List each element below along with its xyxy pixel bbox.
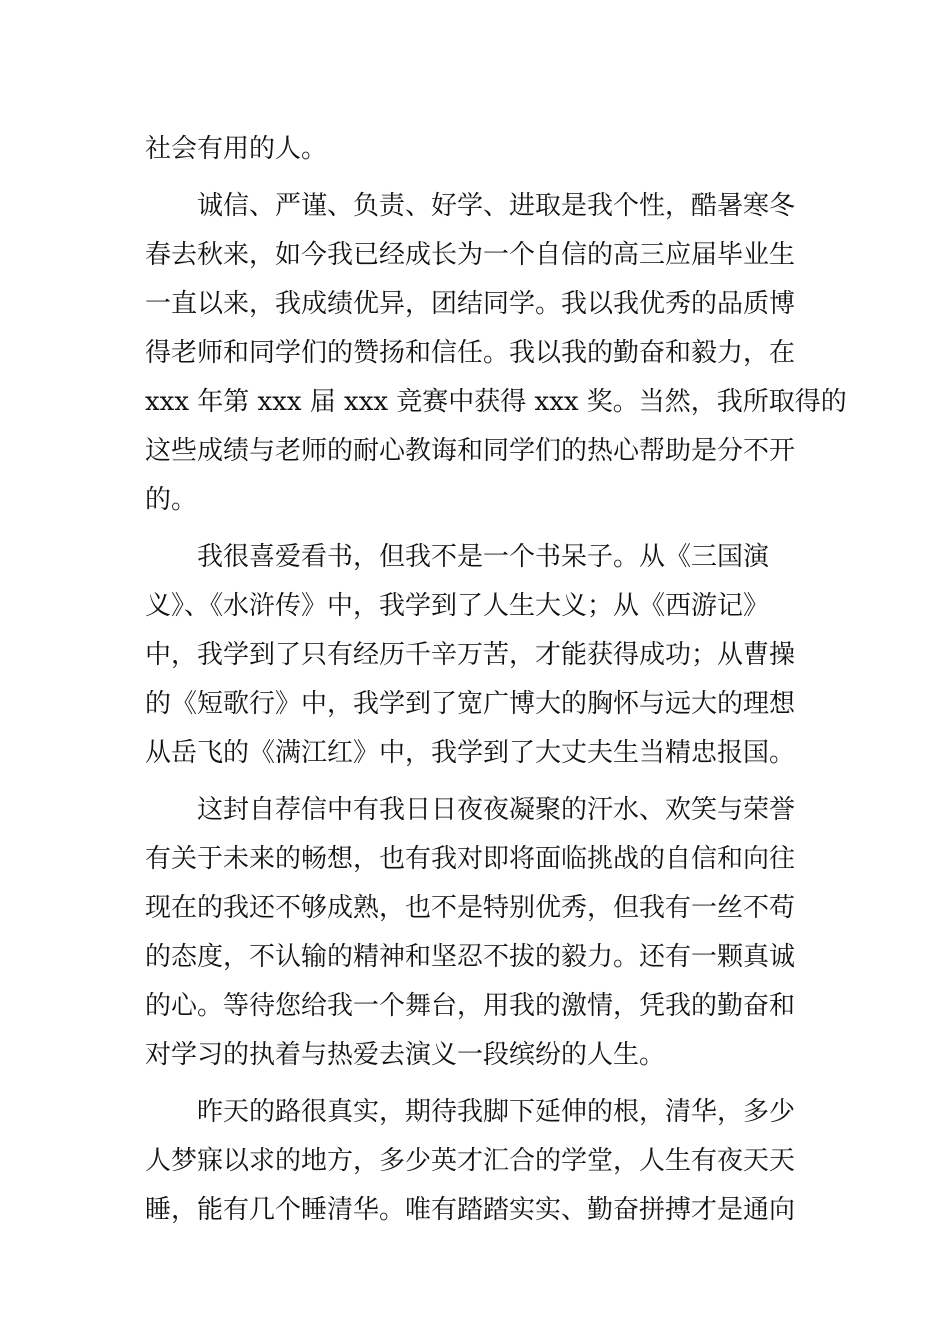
text-line: 得老师和同学们的赞扬和信任。我以我的勤奋和毅力，在: [145, 338, 796, 368]
paragraph-2: [145, 182, 847, 525]
text-line: 我很喜爱看书，但我不是一个书呆子。从《三国演: [145, 542, 770, 572]
text-line: 从岳飞的《满江红》中，我学到了大丈夫生当精忠报国。: [145, 738, 796, 768]
text-line: 睡，能有几个睡清华。唯有踏踏实实、勤奋拼搏才是通向: [145, 1195, 796, 1225]
paragraph-1: [145, 125, 810, 174]
text-line: 的《短歌行》中，我学到了宽广博大的胸怀与远大的理想: [145, 689, 796, 719]
text-line: 人梦寐以求的地方，多少英才汇合的学堂，人生有夜天天: [145, 1146, 796, 1176]
text-line: 中，我学到了只有经历千辛万苦，才能获得成功；从曹操: [145, 640, 796, 670]
text-line: 这些成绩与老师的耐心教诲和同学们的热心帮助是分不开: [145, 436, 796, 466]
text-line: 有关于未来的畅想，也有我对即将面临挑战的自信和向往: [145, 844, 796, 874]
text-line: 春去秋来，如今我已经成长为一个自信的高三应届毕业生: [145, 240, 796, 270]
text-line: 昨天的路很真实，期待我脚下延伸的根，清华，多少: [145, 1097, 796, 1127]
text-line: 现在的我还不够成熟，也不是特别优秀，但我有一丝不苟: [145, 893, 796, 923]
text-line: 义》、《水浒传》中，我学到了人生大义；从《西游记》: [145, 591, 770, 621]
paragraph-3: [145, 533, 810, 778]
text-line: 这封自荐信中有我日日夜夜凝聚的汗水、欢笑与荣誉: [145, 795, 796, 825]
text-line: 一直以来，我成绩优异，团结同学。我以我优秀的品质博: [145, 289, 796, 319]
paragraph-5: [145, 1088, 810, 1235]
text-line: 诚信、严谨、负责、好学、进取是我个性，酷暑寒冬: [145, 191, 796, 221]
text-line: 的态度，不认输的精神和坚忍不拔的毅力。还有一颗真诚: [145, 942, 796, 972]
letter-body: [145, 125, 847, 1235]
text-line: xxx 年第 xxx 届 xxx 竞赛中获得 xxx 奖。当然，我所取得的: [145, 387, 847, 417]
paragraph-4: [145, 786, 810, 1080]
text-line: 的。: [145, 485, 198, 515]
text-line: 对学习的执着与热爱去演义一段缤纷的人生。: [145, 1040, 666, 1070]
text-line: 的心。等待您给我一个舞台，用我的激情，凭我的勤奋和: [145, 991, 796, 1021]
text-line: 社会有用的人。: [145, 134, 328, 164]
